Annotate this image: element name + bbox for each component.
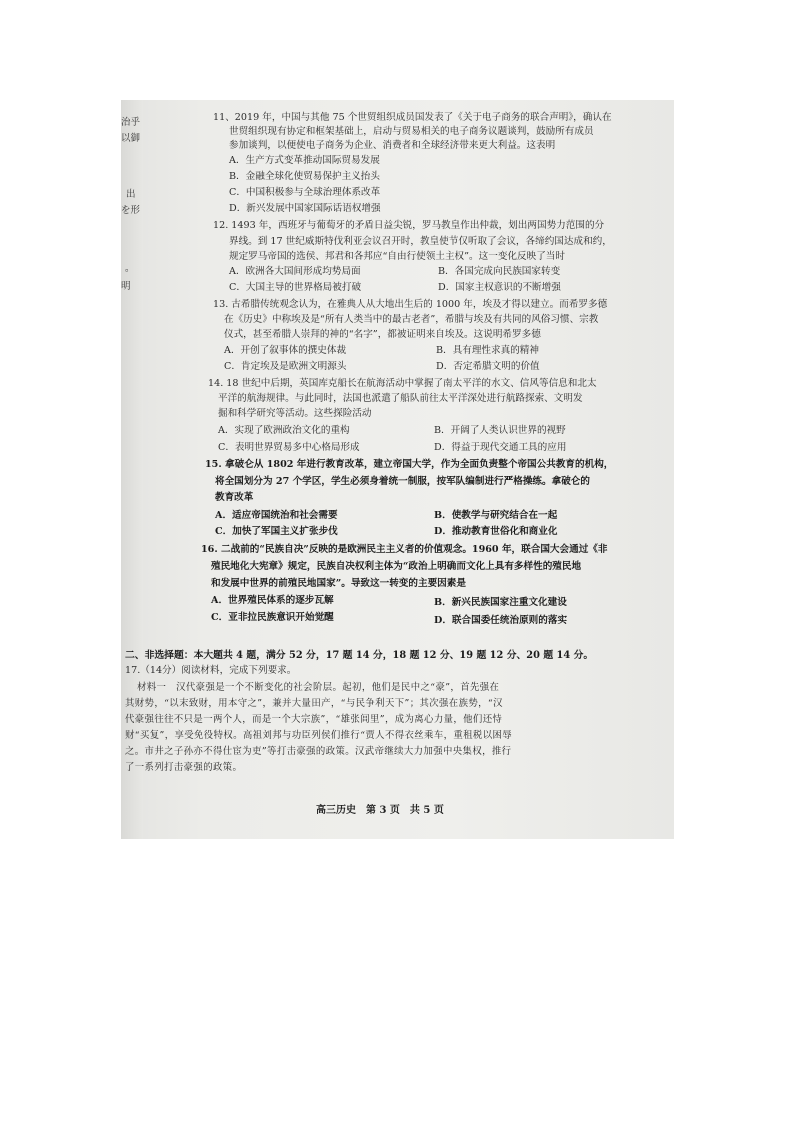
question-17-title: 17.（14分）阅读材料，完成下列要求。 <box>125 665 297 676</box>
question-15-stem: 将全国划分为 27 个学区，学生必须身着统一制服，按军队编制进行严格操练。拿破仑的 <box>215 476 590 487</box>
material-line: 了一系列打击豪强的政策。 <box>125 762 243 773</box>
option-c: C．表明世界贸易多中心格局形成 <box>218 442 360 453</box>
section-heading: 二、非选择题：本大题共 4 题，满分 52 分，17 题 14 分，18 题 12 分、19 题 12 分、20 题 14 分。 <box>125 650 594 661</box>
question-16-stem: 和发展中世界的前殖民地国家”。导致这一转变的主要因素是 <box>211 578 466 589</box>
option-b: B．金融全球化使贸易保护主义抬头 <box>229 171 380 182</box>
edge-text: 出 <box>126 189 136 200</box>
option-b: B．开阔了人类认识世界的视野 <box>434 425 566 436</box>
option-b: B．新兴民族国家注重文化建设 <box>434 597 567 608</box>
option-d: D．联合国委任统治原则的落实 <box>434 615 568 626</box>
option-d: D．国家主权意识的不断增强 <box>438 282 561 293</box>
question-16-stem: 殖民地化大宪章》规定，民族自决权利主体为“政治上明确而文化上具有多样性的殖民地 <box>211 561 582 572</box>
question-11-stem: 11、2019 年，中国与其他 75 个世贸组织成员国发表了《关于电子商务的联合声明》，确认在 <box>213 112 612 123</box>
option-d: D．推动教育世俗化和商业化 <box>434 526 558 537</box>
material-line: 财“买复”，享受免役特权。高祖刘邦与功臣列侯们推行“贾人不得衣丝乘车，重租税以困辱 <box>125 730 513 741</box>
material-line: 代豪强往往不只是一两个人，而是一个大宗族”，“雄张闾里”，成为离心力量，他们还恃 <box>125 714 503 725</box>
option-a: A．实现了欧洲政治文化的重构 <box>218 425 350 436</box>
question-12-stem: 界线。到 17 世纪威斯特伐利亚会议召开时，教皇使节仅听取了会议，各缔约国达成和约， <box>229 236 612 247</box>
question-14-stem: 掘和科学研究等活动。这些探险活动 <box>218 408 372 419</box>
question-13-stem: 在《历史》中称埃及是“所有人类当中的最古老者”，希腊与埃及有共同的风俗习惯、宗教 <box>224 314 599 325</box>
question-11-stem: 世贸组织现有协定和框架基础上，启动与贸易相关的电子商务议题谈判，鼓励所有成员 <box>229 126 594 137</box>
option-a: A．欧洲各大国间形成均势局面 <box>229 266 361 277</box>
question-11-stem: 参加谈判，以便使电子商务为企业、消费者和全球经济带来更大利益。这表明 <box>229 140 556 151</box>
option-c: C．肯定埃及是欧洲文明源头 <box>224 361 347 372</box>
option-b: B．具有理性求真的精神 <box>436 345 539 356</box>
option-c: C．加快了军国主义扩张步伐 <box>215 526 338 537</box>
material-line: 其财势，“以末致财，用本守之”，兼并大量田产，“与民争利天下”；其次强在族势，“汉 <box>125 698 503 709</box>
option-b: B．各国完成向民族国家转变 <box>438 266 561 277</box>
edge-text: 。 <box>125 263 135 274</box>
option-c: C．大国主导的世界格局被打破 <box>229 282 362 293</box>
question-12-stem: 规定罗马帝国的选侯、邦君和各邦应“自由行使领土主权”。这一变化反映了当时 <box>229 251 565 262</box>
question-14-stem: 平洋的航海规律。与此同时，法国也派遣了船队前往太平洋深处进行航路探索、文明发 <box>218 393 583 404</box>
option-a: A．适应帝国统治和社会需要 <box>215 510 338 521</box>
option-b: B．使教学与研究结合在一起 <box>434 510 558 521</box>
page-footer: 高三历史 第 3 页 共 5 页 <box>316 805 444 816</box>
question-13-stem: 仪式，甚至希腊人崇拜的神的“名字”，都被证明来自埃及。这说明希罗多德 <box>224 329 541 340</box>
option-d: D．得益于现代交通工具的应用 <box>434 442 567 453</box>
option-a: A．世界殖民体系的逐步瓦解 <box>211 595 334 606</box>
option-a: A．开创了叙事体的撰史体裁 <box>224 345 347 356</box>
edge-text: 以御 <box>121 133 141 144</box>
question-15-stem: 15. 拿破仑从 1802 年进行教育改革，建立帝国大学，作为全面负责整个帝国公共教育的机构， <box>205 459 614 470</box>
option-c: C．中国积极参与全球治理体系改革 <box>229 187 381 198</box>
option-a: A．生产方式变革推动国际贸易发展 <box>229 155 380 166</box>
question-12-stem: 12. 1493 年，西班牙与葡萄牙的矛盾日益尖锐，罗马教皇作出仲裁，划出两国势力范围的分 <box>213 220 605 231</box>
edge-text: 明 <box>121 281 131 292</box>
edge-text: を形 <box>121 205 141 216</box>
option-c: C．亚非拉民族意识开始觉醒 <box>211 612 334 623</box>
material-line: 之。市井之子孙亦不得仕宦为吏”等打击豪强的政策。汉武帝继续大力加强中央集权，推行 <box>125 746 512 757</box>
edge-text: 治乎 <box>121 117 141 128</box>
question-13-stem: 13. 古希腊传统观念认为，在雅典人从大地出生后的 1000 年，埃及才得以建立。而希罗多德 <box>213 299 608 310</box>
question-15-stem: 教育改革 <box>215 492 254 503</box>
option-d: D．否定希腊文明的价值 <box>436 361 540 372</box>
scanned-page-photo <box>121 100 674 839</box>
material-line: 材料一 汉代豪强是一个不断变化的社会阶层。起初，他们是民中之“豪”，首先强在 <box>137 682 500 693</box>
question-16-stem: 16. 二战前的“民族自决”反映的是欧洲民主主义者的价值观念。1960 年，联合国大会通过《非 <box>201 544 608 555</box>
option-d: D．新兴发展中国家国际话语权增强 <box>229 203 381 214</box>
question-14-stem: 14. 18 世纪中后期，英国库克船长在航海活动中掌握了南太平洋的水文、信风等信息和北太 <box>208 378 597 389</box>
